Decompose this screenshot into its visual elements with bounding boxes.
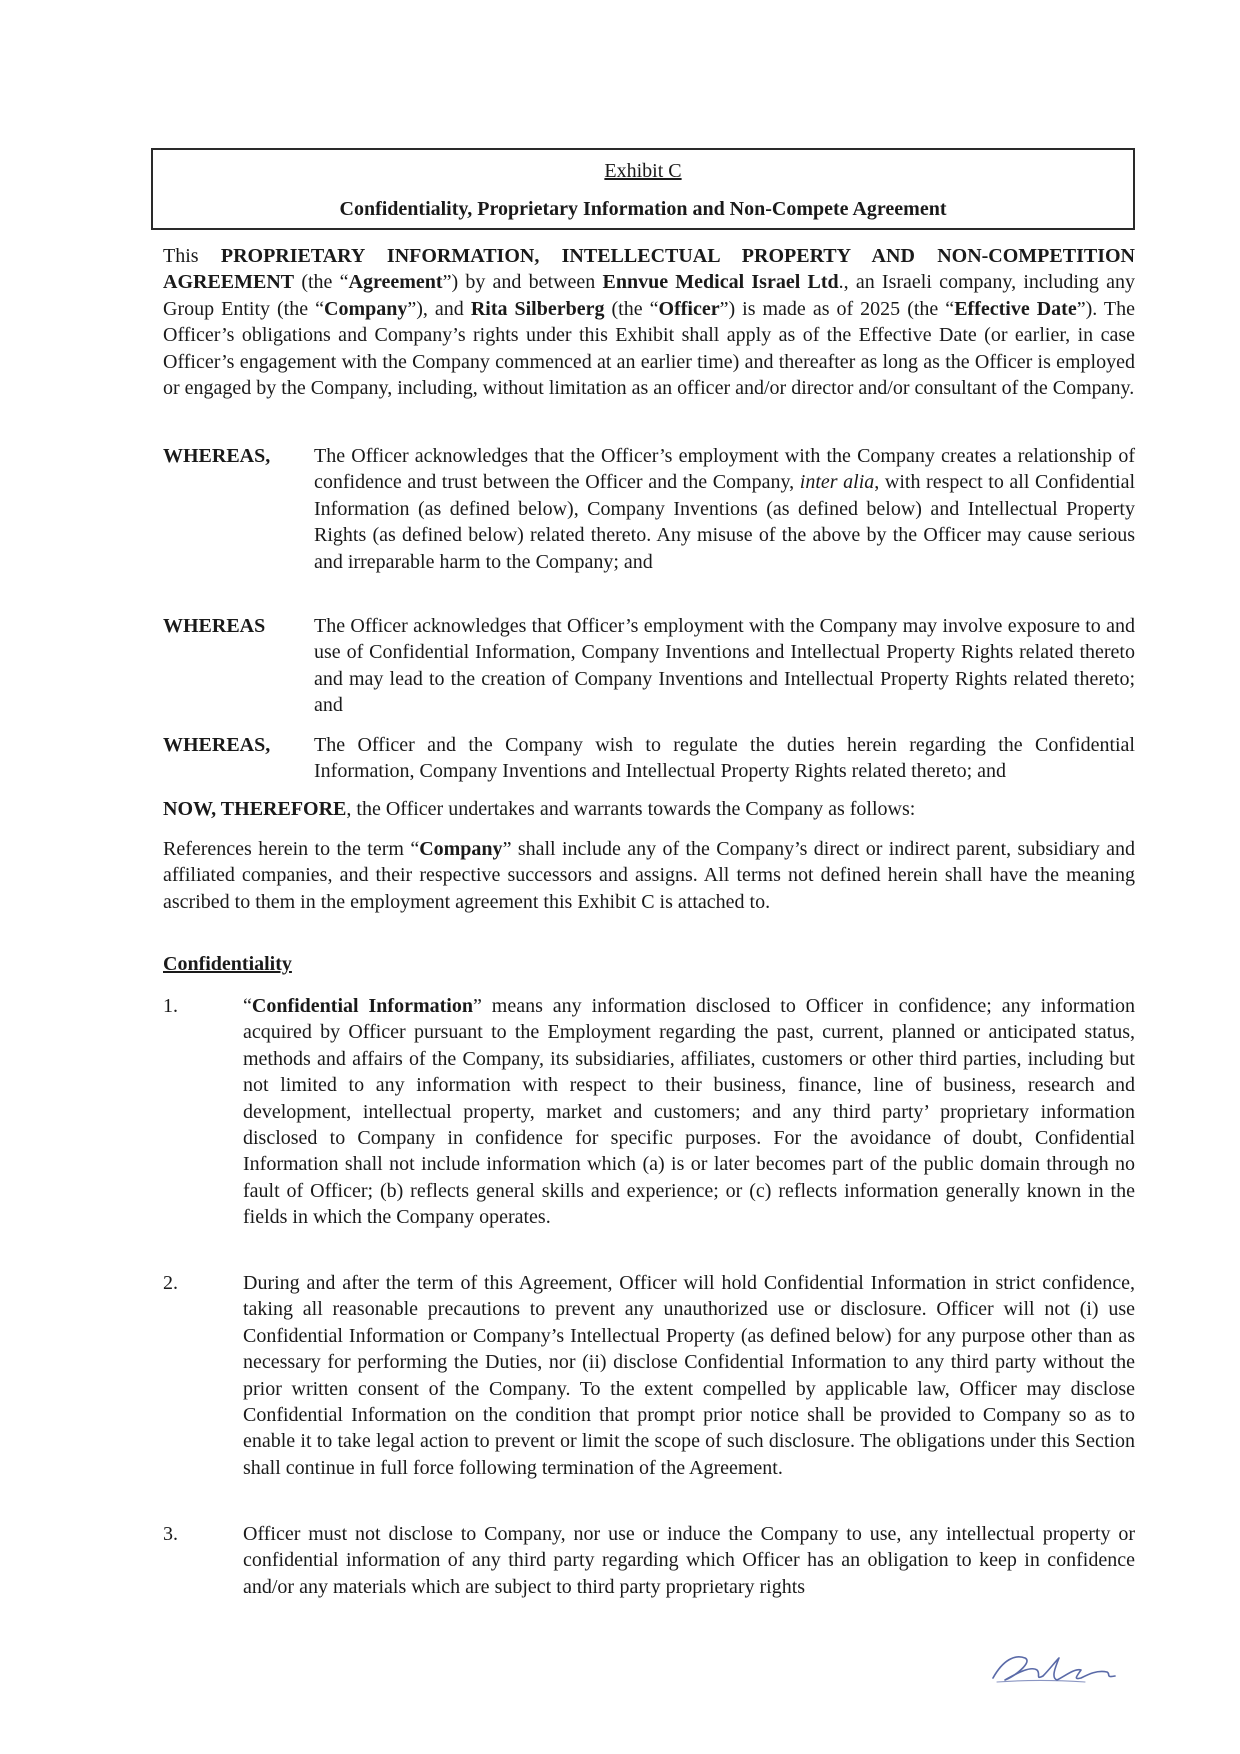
whereas-text: The Officer and the Company wish to regulate the duties herein regarding the Confidential Information, Company Inventions and Intellectual Property Rights related thereto; and bbox=[314, 734, 1135, 783]
now-therefore-paragraph: NOW, THEREFORE, the Officer undertakes and warrants towards the Company as follows: bbox=[163, 798, 916, 820]
clause-text: “Confidential Information” means any information disclosed to Officer in confidence; any information acquired by Officer pursuant to the Employment regarding the past, current, planned or anticipated status, methods and affairs of the Company, its subsidiaries, affiliates, customers or other third parties, including but not limited to any information with respect to their business, finance, line of business, research and development, intellectual property, market and customers; and any third party’ proprietary information disclosed to Company in confidence for specific purposes. For the avoidance of doubt, Confidential Information shall not include information which (a) is or later becomes part of the public domain through no fault of Officer; (b) reflects general skills and experience; or (c) reflects information generally known in the fields in which the Company operates. bbox=[243, 995, 1136, 1229]
references-paragraph: References herein to the term “Company” shall include any of the Company’s direct or indirect parent, subsidiary and affiliated companies, and their respective successors and assigns. All terms not defined herein shall have the meaning ascribed to them in the employment agreement this Exhibit C is attached to. bbox=[163, 838, 1135, 913]
clause-text: During and after the term of this Agreement, Officer will hold Confidential Information in strict confidence, taking all reasonable precautions to prevent any unauthorized use or disclosure. Officer will not (i) use Confidential Information or Company’s Intellectual Property (as defined below) for any purpose other than as necessary for performing the Duties, nor (ii) disclose Confidential Information to any third party without the prior written consent of the Company. To the extent compelled by applicable law, Officer may disclose Confidential Information on the condition that prompt prior notice shall be provided to Company so as to enable it to take legal action to prevent or limit the scope of such disclosure. The obligations under this Section shall continue in full force following termination of the Agreement. bbox=[243, 1272, 1135, 1479]
whereas-text: The Officer acknowledges that the Officer’s employment with the Company creates a relationship of confidence and trust between the Officer and the Company, inter alia, with respect to all Confidential Information (as defined below), Company Inventions (as defined below) and Intellectual Property Rights (as defined below) related thereto. Any misuse of the above by the Officer may cause serious and irreparable harm to the Company; and bbox=[314, 445, 1135, 573]
clause-number: 2. bbox=[163, 1272, 178, 1294]
signature-stroke bbox=[993, 1657, 1115, 1680]
agreement-name: PROPRIETARY INFORMATION, INTELLECTUAL PROPERTY AND NON-COMPETITION AGREEMENT bbox=[163, 245, 1135, 294]
signature-underline bbox=[997, 1681, 1085, 1683]
company-name: Ennvue Medical Israel Ltd bbox=[602, 271, 839, 294]
whereas-text: The Officer acknowledges that Officer’s employment with the Company may involve exposure to and use of Confidential Information, Company Inventions and Intellectual Property Rights related thereto and may lead to the creation of Company Inventions and Intellectual Property Rights related thereto; and bbox=[314, 615, 1135, 717]
signature-initials bbox=[985, 1640, 1130, 1688]
clause-number: 3. bbox=[163, 1523, 178, 1545]
clause-text: Officer must not disclose to Company, nor use or induce the Company to use, any intellectual property or confidential information of any third party regarding which Officer has an obligation to keep in confidence and/or any materials which are subject to third party proprietary rights bbox=[243, 1523, 1135, 1598]
clause-number: 1. bbox=[163, 995, 178, 1017]
whereas-label: WHEREAS bbox=[163, 615, 266, 637]
document-title: Confidentiality, Proprietary Information and Non-Compete Agreement bbox=[339, 198, 947, 220]
officer-name: Rita Silberberg bbox=[470, 297, 605, 320]
section-heading-confidentiality: Confidentiality bbox=[163, 953, 292, 975]
whereas-label: WHEREAS, bbox=[163, 734, 271, 756]
intro-paragraph: This PROPRIETARY INFORMATION, INTELLECTUAL PROPERTY AND NON-COMPETITION AGREEMENT (the “Agreement”) by and between Ennvue Medical Israel Ltd., an Israeli company, including any Group Entity (the “Company”), and Rita Silberberg (the “Officer”) is made as of 2025 (the “Effective Date”). The Officer’s obligations and Company’s rights under this Exhibit shall apply as of the Effective Date (or earlier, in case Officer’s engagement with the Company commenced at an earlier time) and thereafter as long as the Officer is employed or engaged by the Company, including, without limitation as an officer and/or director and/or consultant of the Company. bbox=[163, 245, 1135, 400]
whereas-label: WHEREAS, bbox=[163, 445, 271, 467]
exhibit-label: Exhibit C bbox=[604, 160, 682, 182]
title-box bbox=[151, 148, 1135, 230]
